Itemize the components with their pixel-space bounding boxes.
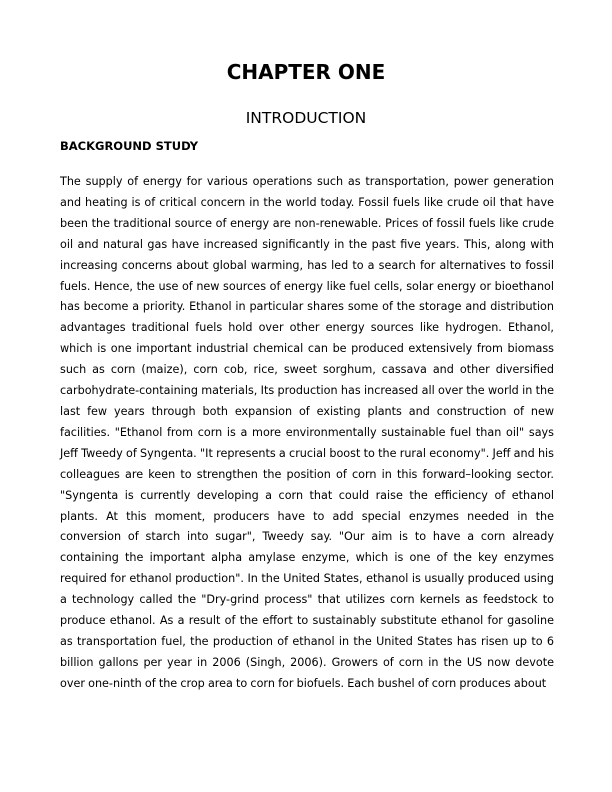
body-paragraph: The supply of energy for various operations such as transportation, power generation and heating is of critical concern in the world today. Fossil fuels like crude oil that have been the traditional source of energy are non-renewable. Prices of fossil fuels like crude oil and natural gas have increased significantly in the past five years. This, along with increasing concerns about global warming, has led to a search for alternatives to fossil fuels. Hence, the use of new sources of energy like fuel cells, solar energy or bioethanol has become a priority. Ethanol in particular shares some of the storage and distribution advantages traditional fuels hold over other energy sources like hydrogen. Ethanol, which is one important industrial chemical can be produced extensively from biomass such as corn (maize), corn cob, rice, sweet sorghum, cassava and other diversified carbohydrate-containing materials, Its production has increased all over the world in the last few years through both expansion of existing plants and construction of new facilities. "Ethanol from corn is a more environmentally sustainable fuel than oil" says Jeff Tweedy of Syngenta. "It represents a crucial boost to the rural economy". Jeff and his colleagues are keen to strengthen the position of corn in this forward–looking sector. "Syngenta is currently developing a corn that could raise the efficiency of ethanol plants. At this moment, producers have to add special enzymes needed in the conversion of starch into sugar", Tweedy say. "Our aim is to have a corn already containing the important alpha amylase enzyme, which is one of the key enzymes required for ethanol production". In the United States, ethanol is usually produced using a technology called the "Dry-grind process" that utilizes corn kernels as feedstock to produce ethanol. As a result of the effort to sustainably substitute ethanol for gasoline as transportation fuel, the production of ethanol in the United States has risen up to 6 billion gallons per year in 2006 (Singh, 2006). Growers of corn in the US now devote over one-ninth of the crop area to corn for biofuels. Each bushel of corn produces about [60,175,554,690]
section-title: INTRODUCTION [245,109,367,127]
subsection-title: BACKGROUND STUDY [60,139,199,153]
chapter-title: CHAPTER ONE [226,60,386,84]
